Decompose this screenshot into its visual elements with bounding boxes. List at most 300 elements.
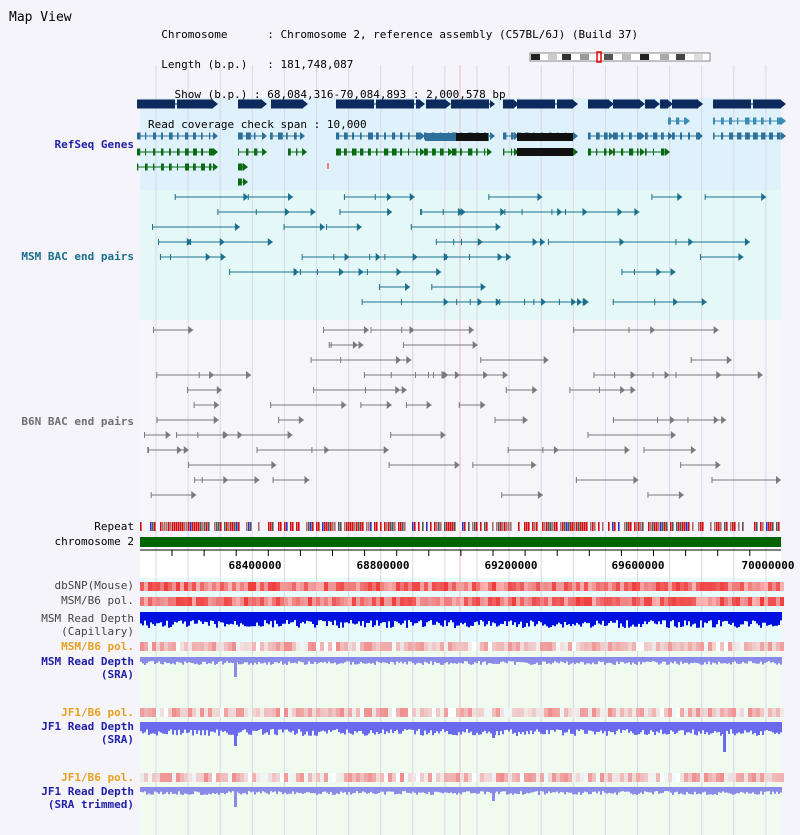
msm-b6-pol-sra-heat-cell [148, 642, 152, 651]
repeat-element [578, 522, 580, 531]
jf1-b6-pol-trimmed-heat-cell [404, 773, 408, 782]
msm-read-depth-capillary-label[interactable]: MSM Read Depth [41, 612, 134, 625]
jf1-trimmed-depth-bar [186, 787, 188, 794]
msm-b6-pol-sra-heat-cell [748, 642, 752, 651]
msm-capillary-depth-bar [206, 612, 208, 622]
jf1-b6-pol-heat-cell [180, 708, 184, 717]
jf1-trimmed-depth-bar [170, 787, 172, 792]
msm-sra-depth-bar [370, 657, 372, 664]
dbsnp-heat-cell [672, 582, 676, 591]
msm-sra-depth-bar [220, 657, 222, 661]
msm-capillary-depth-bar [406, 612, 408, 628]
msm-capillary-depth-bar [738, 612, 740, 627]
jf1-trimmed-depth-bar [478, 787, 480, 794]
msm-b6-pol-heat-cell [616, 597, 620, 606]
msm-sra-depth-bar [640, 657, 642, 664]
msm-capillary-depth-bar [250, 612, 252, 626]
dbsnp-heat-cell [500, 582, 504, 591]
msm-b6-pol-sra-heat-cell [608, 642, 612, 651]
msm-sra-depth-bar [490, 657, 492, 663]
jf1-sra-depth-bar [542, 722, 544, 734]
axis-tick-label: 68800000 [356, 559, 410, 572]
refseq-exon [680, 133, 682, 140]
msm-b6-pol-heat-cell [508, 597, 512, 606]
jf1-b6-pol-trimmed-heat-cell [148, 773, 152, 782]
repeat-element [144, 522, 146, 531]
msm-b6-pol-sra-heat-cell [768, 642, 772, 651]
msm-sra-depth-bar [204, 657, 206, 662]
msm-sra-depth-bar [646, 657, 648, 662]
msm-b6-pol-sra-heat-cell [248, 642, 252, 651]
jf1-b6-pol-trimmed-heat-cell [628, 773, 632, 782]
msm-b6-pol-sra-heat-cell [360, 642, 364, 651]
jf1-sra-depth-bar [434, 722, 436, 733]
msm-sra-depth-bar [698, 657, 700, 664]
dbsnp-heat-cell [668, 582, 672, 591]
jf1-trimmed-depth-bar [182, 787, 184, 795]
jf1-b6-pol-heat-cell [424, 708, 428, 717]
refseq-exon [145, 133, 146, 140]
repeat-element [532, 522, 534, 531]
msm-capillary-depth-bar [328, 612, 330, 621]
jf1-b6-pol-heat-cell [488, 708, 492, 717]
jf1-b6-pol-heat-cell [596, 708, 600, 717]
msm-sra-depth-bar [384, 657, 386, 663]
repeat-element [596, 522, 598, 531]
msm-capillary-depth-bar [298, 612, 300, 628]
msm-sra-depth-bar [296, 657, 298, 664]
refseq-exon [193, 164, 196, 171]
jf1-trimmed-depth-bar [208, 787, 210, 794]
dbsnp-heat-cell [732, 582, 736, 591]
jf1-sra-depth-bar [466, 722, 468, 729]
jf1-b6-pol-heat-cell [580, 708, 584, 717]
refseq-exon [645, 100, 655, 109]
jf1-trimmed-depth-bar [476, 787, 478, 794]
msm-sra-depth-bar [688, 657, 690, 664]
msm-capillary-depth-bar [540, 612, 542, 622]
msm-sra-depth-bar [260, 657, 262, 663]
msm-b6-pol-heat-cell [772, 597, 776, 606]
dbsnp-heat-cell [288, 582, 292, 591]
msm-bac-track-label[interactable]: MSM BAC end pairs [21, 250, 134, 263]
jf1-sra-depth-bar [672, 722, 674, 732]
refseq-exon [169, 164, 172, 171]
repeat-element [702, 522, 704, 531]
dbsnp-heat-cell [756, 582, 760, 591]
jf1-trimmed-depth-bar [560, 787, 562, 792]
msm-b6-pol-sra-heat-cell [712, 642, 716, 651]
msm-sra-depth-bar [374, 657, 376, 665]
msm-b6-pol-sra-heat-cell [308, 642, 312, 651]
msm-read-depth-sra-label[interactable]: MSM Read Depth [41, 655, 134, 668]
jf1-b6-pol-heat-cell [396, 708, 400, 717]
jf1-trimmed-depth-bar [652, 787, 654, 794]
msm-b6-pol-heat-cell [532, 597, 536, 606]
refseq-exon [761, 133, 765, 140]
jf1-b6-pol-trimmed-heat-cell [316, 773, 320, 782]
msm-capillary-depth-bar [594, 612, 596, 625]
msm-capillary-depth-bar [384, 612, 386, 622]
dbsnp-heat-cell [336, 582, 340, 591]
jf1-b6-pol-trimmed-heat-cell [172, 773, 176, 782]
msm-b6-pol-sra-heat-cell [348, 642, 352, 651]
jf1-b6-pol-trimmed-heat-cell [196, 773, 200, 782]
jf1-sra-depth-bar [692, 722, 694, 730]
jf1-b6-pol-trimmed-heat-cell [496, 773, 500, 782]
jf1-trimmed-depth-bar [384, 787, 386, 795]
jf1-b6-pol-heat-cell [216, 708, 220, 717]
jf1-trimmed-depth-bar [382, 787, 384, 792]
jf1-sra-depth-bar [606, 722, 608, 736]
jf1-sra-depth-bar [550, 722, 552, 730]
dbsnp-heat-cell [540, 582, 544, 591]
msm-sra-depth-bar [498, 657, 500, 664]
msm-b6-pol-sra-heat-cell [444, 642, 448, 651]
msm-sra-depth-bar [628, 657, 630, 662]
repeat-element [488, 522, 490, 531]
msm-sra-depth-bar [400, 657, 402, 662]
b6n-bac-track-label[interactable]: B6N BAC end pairs [21, 415, 134, 428]
repeat-element [174, 522, 176, 531]
dbsnp-heat-cell [760, 582, 764, 591]
msm-capillary-depth-bar [190, 612, 192, 621]
msm-sra-depth-bar [286, 657, 288, 665]
jf1-b6-pol-heat-cell [544, 708, 548, 717]
refseq-track-label[interactable]: RefSeq Genes [54, 138, 134, 151]
dbsnp-heat-cell [640, 582, 644, 591]
repeat-element [586, 522, 588, 531]
dbsnp-heat-cell [280, 582, 284, 591]
jf1-sra-depth-bar [178, 722, 180, 730]
dbsnp-track-label[interactable]: dbSNP(Mouse) [54, 579, 134, 592]
msm-sra-depth-bar [532, 657, 534, 665]
msm-b6-pol-sra-heat-cell [640, 642, 644, 651]
msm-b6-pol-track-label[interactable]: MSM/B6 pol. [61, 594, 134, 607]
dbsnp-heat-cell [568, 582, 572, 591]
msm-sra-depth-bar [762, 657, 764, 664]
jf1-read-depth-sra-label[interactable]: JF1 Read Depth [41, 720, 134, 733]
jf1-trimmed-depth-bar [332, 787, 334, 795]
refseq-exon [153, 164, 154, 171]
msm-b6-pol-heat-cell [340, 597, 344, 606]
dbsnp-heat-cell [476, 582, 480, 591]
jf1-trimmed-depth-bar [240, 787, 242, 794]
msm-sra-depth-bar [630, 657, 632, 665]
msm-capillary-depth-bar [446, 612, 448, 626]
msm-sra-depth-bar [398, 657, 400, 663]
dbsnp-heat-cell [648, 582, 652, 591]
jf1-sra-depth-bar [204, 722, 206, 735]
msm-capillary-depth-bar [616, 612, 618, 620]
repeat-element [226, 522, 228, 531]
msm-capillary-depth-bar [504, 612, 506, 621]
jf1-b6-pol-trimmed-heat-cell [472, 773, 476, 782]
msm-b6-pol-sra-heat-cell [520, 642, 524, 651]
jf1-b6-pol-heat-cell [692, 708, 696, 717]
msm-capillary-depth-bar [210, 612, 212, 621]
msm-b6-pol-sra-heat-cell [192, 642, 196, 651]
msm-b6-pol-heat-cell [468, 597, 472, 606]
chromosome-info-line: Chromosome : Chromosome 2, reference assembly (C57BL/6J) (Build 37) [161, 28, 639, 41]
refseq-exon [769, 118, 771, 125]
jf1-trimmed-depth-bar [624, 787, 626, 792]
msm-sra-depth-bar [494, 657, 496, 664]
msm-sra-depth-bar [674, 657, 676, 661]
msm-b6-pol-sra-heat-cell [544, 642, 548, 651]
jf1-trimmed-depth-bar [294, 787, 296, 794]
jf1-trimmed-depth-bar [612, 787, 614, 794]
jf1-sra-depth-bar [636, 722, 638, 735]
jf1-b6-pol-trimmed-heat-cell [772, 773, 776, 782]
dbsnp-heat-cell [708, 582, 712, 591]
msm-capillary-depth-bar [316, 612, 318, 625]
msm-capillary-depth-bar [712, 612, 714, 627]
msm-b6-pol-sra-heat-cell [760, 642, 764, 651]
jf1-b6-pol-heat-cell [564, 708, 568, 717]
jf1-sra-depth-bar [384, 722, 386, 734]
jf1-sra-depth-bar [252, 722, 254, 731]
msm-b6-pol-sra-heat-cell [560, 642, 564, 651]
jf1-b6-pol-heat-cell [644, 708, 648, 717]
msm-capillary-depth-bar [732, 612, 734, 623]
msm-b6-pol-heat-cell [780, 597, 784, 606]
jf1-sra-depth-bar [162, 722, 164, 734]
repeat-element [622, 522, 624, 531]
repeat-element [274, 522, 276, 531]
jf1-sra-depth-bar [412, 722, 414, 730]
msm-b6-pol-sra-heat-cell [488, 642, 492, 651]
repeat-element [554, 522, 556, 531]
repeat-element [676, 522, 678, 531]
msm-sra-depth-bar [576, 657, 578, 663]
repeat-element [460, 522, 462, 531]
repeat-element [422, 522, 424, 531]
jf1-sra-depth-bar [678, 722, 680, 731]
jf1-sra-depth-bar [416, 722, 418, 731]
jf1-trimmed-depth-bar [516, 787, 518, 794]
jf1-trimmed-depth-bar [762, 787, 764, 795]
jf1-trimmed-depth-bar [268, 787, 270, 794]
jf1-sra-depth-bar [690, 722, 692, 733]
repeat-element [656, 522, 658, 531]
refseq-exon [185, 164, 189, 171]
msm-b6-pol-sra-heat-cell [588, 642, 592, 651]
jf1-sra-depth-bar [280, 722, 282, 729]
jf1-trimmed-depth-bar [266, 787, 268, 793]
jf1-trimmed-depth-bar [362, 787, 364, 791]
jf1-trimmed-depth-bar [338, 787, 340, 794]
repeat-element [416, 522, 418, 531]
msm-capillary-depth-bar [744, 612, 746, 621]
jf1-trimmed-depth-bar [156, 787, 158, 792]
msm-sra-depth-bar [412, 657, 414, 663]
dbsnp-heat-cell [204, 582, 208, 591]
jf1-sra-depth-bar [282, 722, 284, 733]
msm-sra-depth-bar [724, 657, 726, 663]
jf1-trimmed-depth-bar [498, 787, 500, 794]
msm-capillary-depth-bar [202, 612, 204, 624]
msm-sra-depth-bar [164, 657, 166, 662]
msm-b6-pol-sra-heat-cell [332, 642, 336, 651]
msm-sra-depth-bar [592, 657, 594, 663]
msm-capillary-depth-bar [142, 612, 144, 625]
jf1-b6-pol-heat-cell [552, 708, 556, 717]
msm-b6-pol-heat-cell [484, 597, 488, 606]
jf1-trimmed-depth-bar [680, 787, 682, 793]
refseq-exon [777, 118, 781, 125]
jf1-sra-depth-bar [646, 722, 648, 735]
jf1-trimmed-depth-bar [704, 787, 706, 792]
jf1-b6-pol-track-label[interactable]: JF1/B6 pol. [61, 706, 134, 719]
jf1-sra-depth-bar [388, 722, 390, 733]
jf1-trimmed-depth-bar [732, 787, 734, 795]
jf1-trimmed-depth-bar [410, 787, 412, 794]
jf1-sra-depth-bar [746, 722, 748, 732]
msm-b6-pol-heat-cell [280, 597, 284, 606]
msm-capillary-depth-bar [324, 612, 326, 621]
jf1-sra-depth-bar [568, 722, 570, 729]
msm-sra-depth-bar [250, 657, 252, 663]
repeat-element [768, 522, 770, 531]
jf1-b6-pol-trimmed-track-label[interactable]: JF1/B6 pol. [61, 771, 134, 784]
dbsnp-heat-cell [780, 582, 784, 591]
repeat-element [478, 522, 480, 531]
msm-sra-depth-bar [666, 657, 668, 665]
msm-capillary-depth-bar [334, 612, 336, 620]
repeat-element [468, 522, 470, 531]
repeat-element [624, 522, 626, 531]
jf1-trimmed-depth-bar [442, 787, 444, 793]
dbsnp-heat-cell [684, 582, 688, 591]
jf1-trimmed-depth-bar [594, 787, 596, 792]
jf1-sra-depth-bar [168, 722, 170, 731]
msm-capillary-depth-bar [506, 612, 508, 626]
jf1-b6-pol-heat-cell [408, 708, 412, 717]
jf1-sra-depth-bar [520, 722, 522, 734]
jf1-b6-pol-heat-cell [152, 708, 156, 717]
msm-sra-depth-bar [550, 657, 552, 664]
jf1-trimmed-depth-bar [298, 787, 300, 793]
jf1-b6-pol-trimmed-heat-cell [756, 773, 760, 782]
jf1-b6-pol-trimmed-heat-cell [560, 773, 564, 782]
msm-sra-depth-bar [580, 657, 582, 662]
jf1-b6-pol-trimmed-heat-cell [696, 773, 700, 782]
jf1-trimmed-depth-bar [500, 787, 502, 792]
msm-b6-pol-heat-cell [372, 597, 376, 606]
msm-b6-pol-heat-cell [168, 597, 172, 606]
msm-capillary-depth-bar [322, 612, 324, 621]
msm-sra-depth-bar [578, 657, 580, 663]
msm-sra-depth-bar [386, 657, 388, 663]
repeat-element [228, 522, 230, 531]
repeat-element [496, 522, 498, 531]
msm-capillary-depth-bar [526, 612, 528, 623]
msm-b6-pol-sra-heat-cell [220, 642, 224, 651]
msm-sra-depth-bar [344, 657, 346, 662]
jf1-read-depth-trimmed-label[interactable]: JF1 Read Depth [41, 785, 134, 798]
jf1-b6-pol-trimmed-heat-cell [572, 773, 576, 782]
jf1-trimmed-depth-bar [610, 787, 612, 793]
jf1-trimmed-depth-bar [274, 787, 276, 791]
axis-tick-label: 69200000 [484, 559, 538, 572]
msm-b6-pol-heat-cell [412, 597, 416, 606]
repeat-element [766, 522, 768, 531]
repeat-element [336, 522, 338, 531]
repeat-element [512, 522, 514, 531]
jf1-b6-pol-heat-cell [568, 708, 572, 717]
jf1-trimmed-depth-bar [214, 787, 216, 794]
repeat-element [684, 522, 686, 531]
jf1-b6-pol-trimmed-heat-cell [156, 773, 160, 782]
msm-b6-pol-sra-heat-cell [440, 642, 444, 651]
dbsnp-heat-cell [176, 582, 180, 591]
jf1-trimmed-depth-bar [480, 787, 482, 791]
msm-capillary-depth-bar [146, 612, 148, 625]
jf1-trimmed-depth-bar [218, 787, 220, 795]
jf1-b6-pol-heat-cell [400, 708, 404, 717]
jf1-sra-depth-bar [486, 722, 488, 733]
msm-capillary-depth-bar [766, 612, 768, 626]
repeat-element [312, 522, 314, 531]
repeat-element [570, 522, 572, 531]
jf1-trimmed-depth-bar [242, 787, 244, 793]
refseq-exon [721, 133, 723, 140]
jf1-b6-pol-trimmed-heat-cell [768, 773, 772, 782]
msm-sra-depth-bar [276, 657, 278, 662]
msm-capillary-depth-bar [222, 612, 224, 623]
msm-sra-depth-bar [778, 657, 780, 663]
jf1-trimmed-depth-bar [292, 787, 294, 791]
msm-sra-depth-bar [638, 657, 640, 662]
msm-sra-depth-bar [466, 657, 468, 661]
msm-capillary-depth-bar [602, 612, 604, 621]
jf1-sra-depth-bar [446, 722, 448, 731]
msm-capillary-depth-bar [598, 612, 600, 623]
jf1-b6-pol-heat-cell [616, 708, 620, 717]
msm-capillary-depth-bar [314, 612, 316, 628]
jf1-sra-depth-bar [648, 722, 650, 734]
jf1-b6-pol-trimmed-heat-cell [548, 773, 552, 782]
msm-sra-depth-bar [178, 657, 180, 662]
msm-b6-pol-sra-track-label[interactable]: MSM/B6 pol. [61, 640, 134, 653]
msm-b6-pol-heat-cell [652, 597, 656, 606]
msm-capillary-depth-bar [522, 612, 524, 628]
repeat-element [186, 522, 188, 531]
msm-sra-depth-bar [528, 657, 530, 664]
jf1-sra-depth-bar [164, 722, 166, 734]
repeat-element [752, 522, 754, 531]
jf1-trimmed-depth-bar [754, 787, 756, 794]
jf1-trimmed-depth-bar [146, 787, 148, 795]
msm-capillary-depth-bar [310, 612, 312, 622]
msm-capillary-depth-bar [244, 612, 246, 626]
jf1-sra-depth-bar [604, 722, 606, 731]
jf1-sra-depth-bar [698, 722, 700, 731]
msm-capillary-depth-bar [236, 612, 238, 625]
jf1-trimmed-depth-bar [346, 787, 348, 795]
jf1-trimmed-depth-bar [400, 787, 402, 794]
repeat-element [690, 522, 692, 531]
jf1-trimmed-depth-bar [562, 787, 564, 792]
msm-b6-pol-heat-cell [512, 597, 516, 606]
jf1-trimmed-depth-bar [768, 787, 770, 791]
repeat-element [606, 522, 608, 531]
repeat-element [444, 522, 446, 531]
jf1-trimmed-depth-bar [144, 787, 146, 791]
msm-capillary-depth-bar [382, 612, 384, 622]
msm-capillary-depth-bar [416, 612, 418, 623]
